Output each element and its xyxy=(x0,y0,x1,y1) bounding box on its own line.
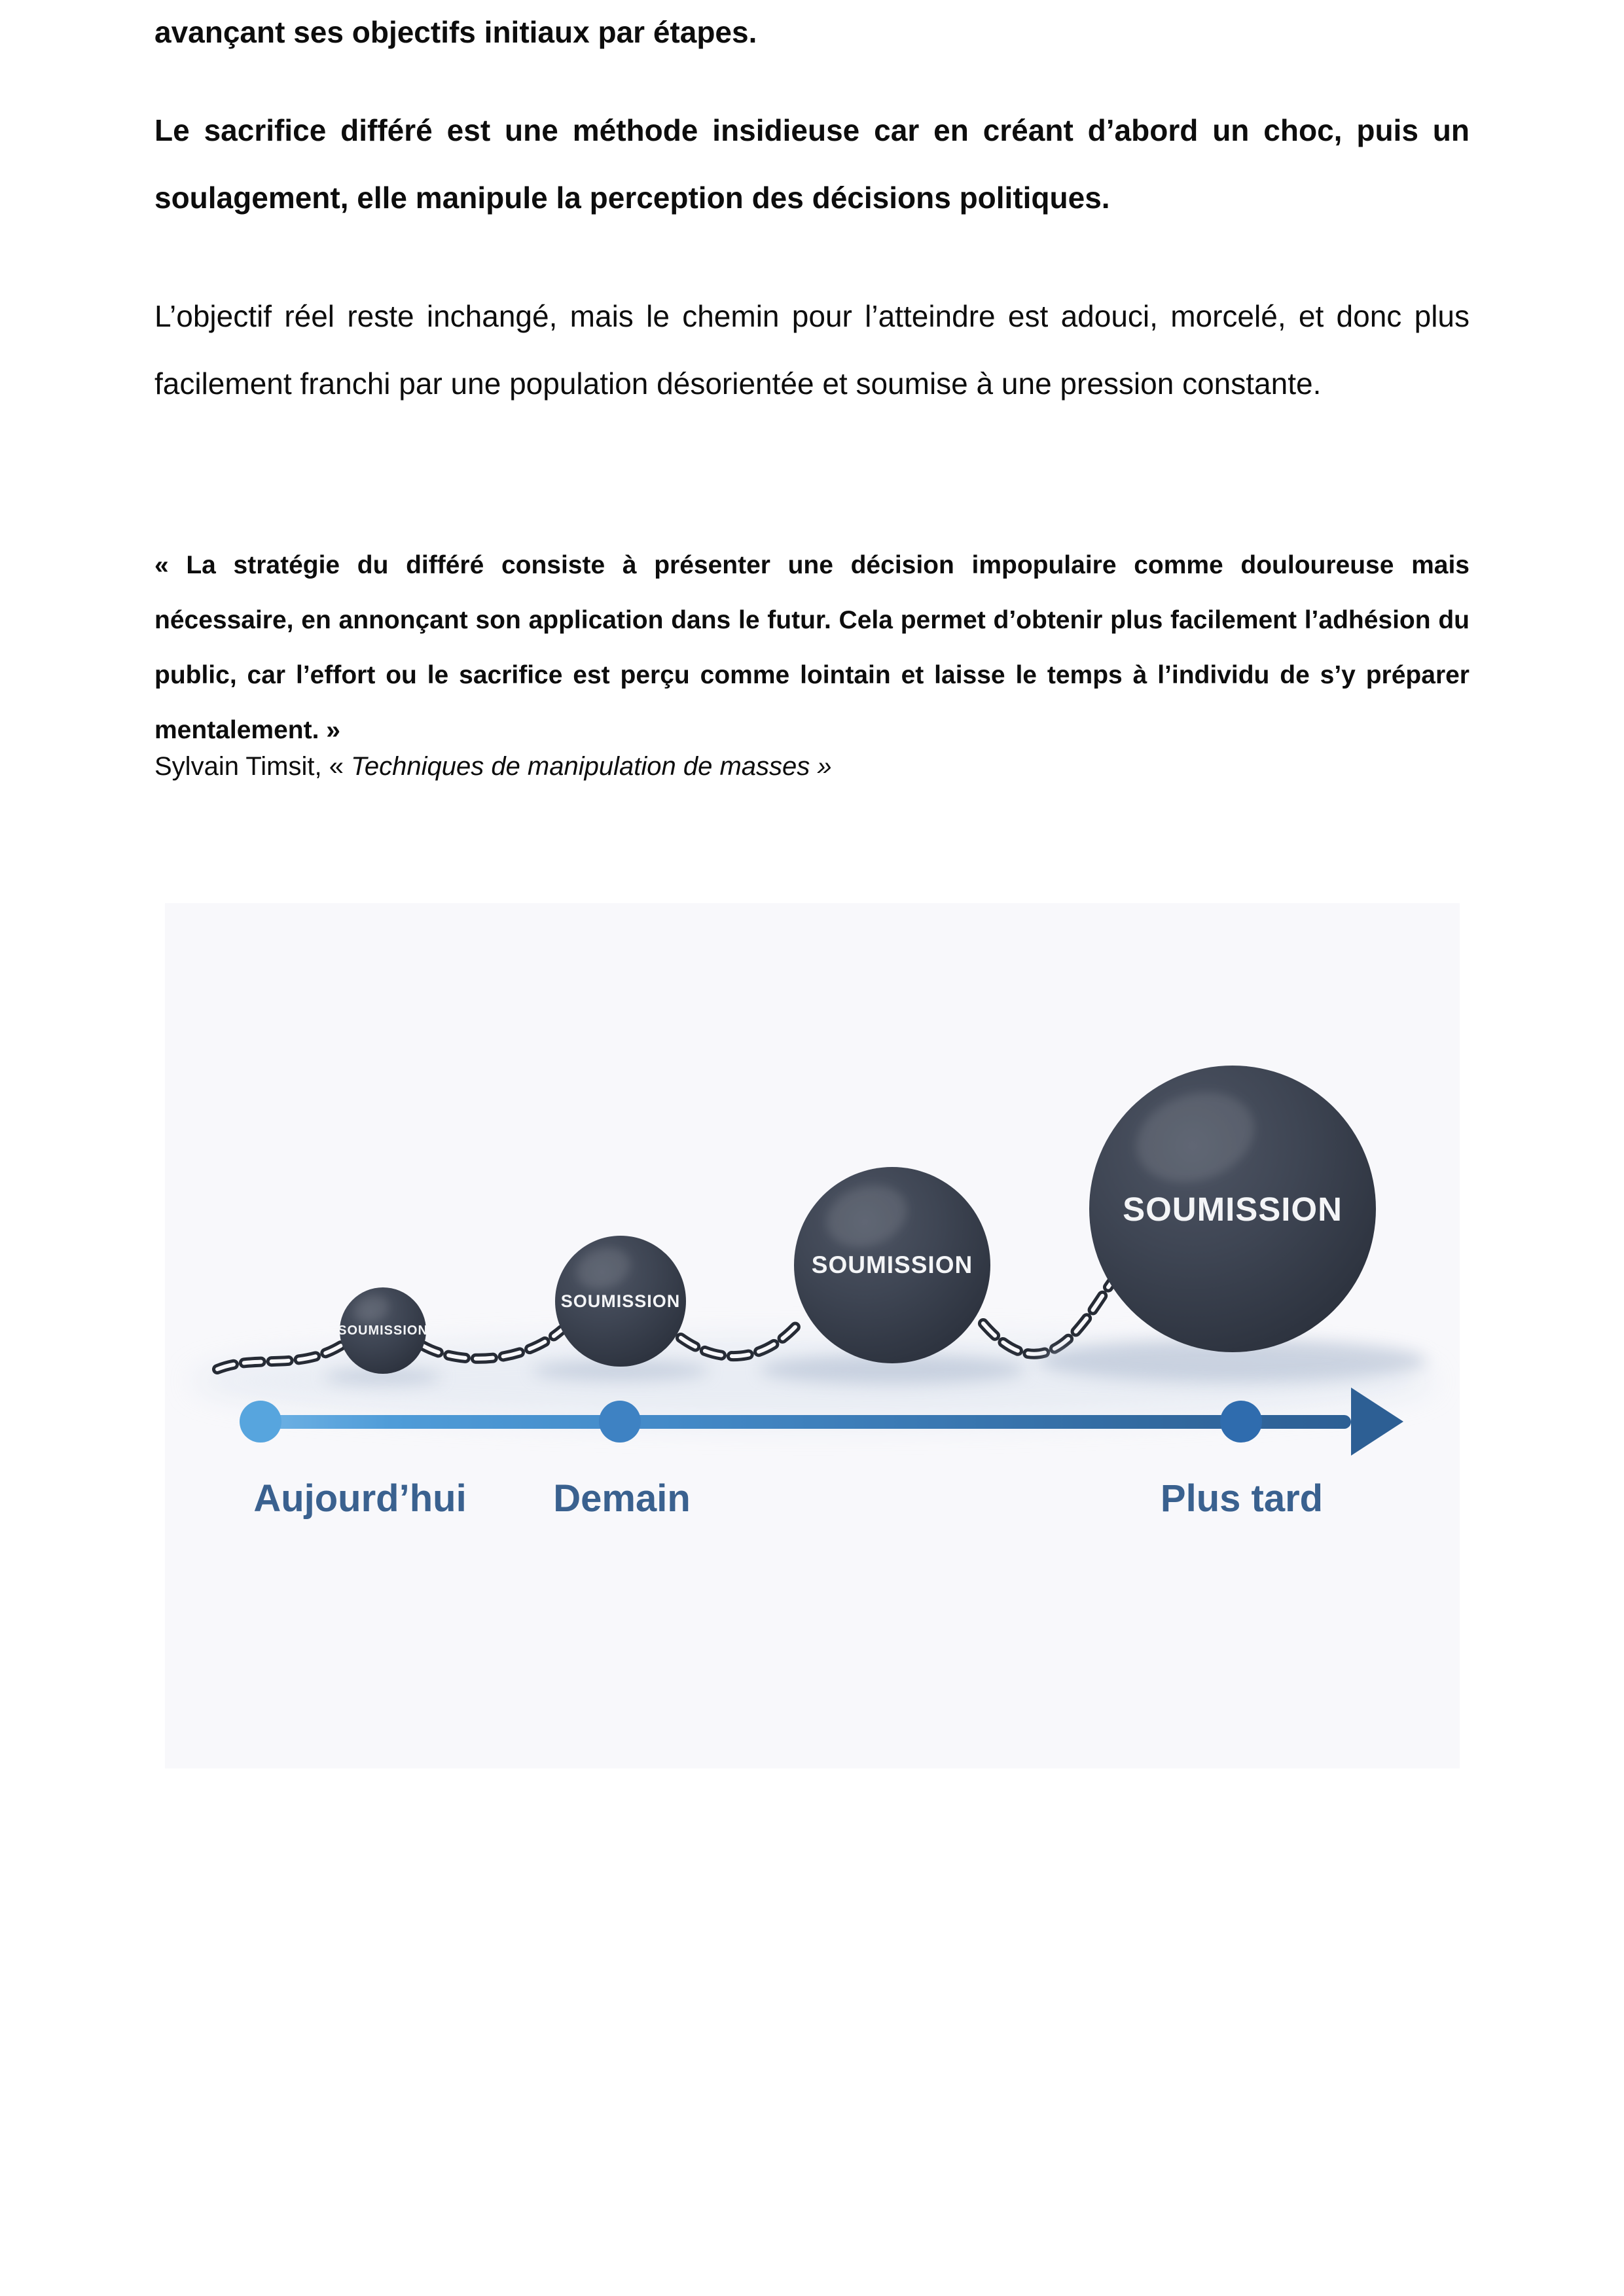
soumission-ball xyxy=(794,1167,990,1363)
illustration-soumission xyxy=(165,903,1460,1768)
timeline-axis xyxy=(261,1415,1351,1429)
paragraph-lead: Le sacrifice différé est une méthode insidieuse car en créant d’abord un choc, puis un soulagement, elle manipule la perception des décisions politiques. xyxy=(154,113,1470,215)
ball-highlight xyxy=(818,1175,915,1257)
soumission-ball xyxy=(555,1236,686,1367)
attribution-closing-guillemet: » xyxy=(810,752,832,781)
timeline-arrow-icon xyxy=(1351,1388,1403,1456)
soumission-ball-label: SOUMISSION xyxy=(811,1251,973,1278)
attribution-author: Sylvain Timsit, « xyxy=(154,752,352,781)
timeline-dot xyxy=(1220,1401,1262,1443)
timeline-label: Demain xyxy=(553,1477,691,1520)
timeline-dot xyxy=(599,1401,641,1443)
quote-block: « La stratégie du différé consiste à présenter une décision impopulaire comme douloureuse mais nécessaire, en annonçant son application dans le futur. Cela permet d’obtenir plus facilement l’adhésion du public, car l’effort ou le sacrifice est perçu comme lointain et laisse le temps à l’individu de s’y préparer mentalement. » xyxy=(154,551,1470,744)
soumission-ball-label: SOUMISSION xyxy=(338,1323,428,1338)
paragraph-body: L’objectif réel reste inchangé, mais le chemin pour l’atteindre est adouci, morcelé, et donc plus facilement franchi par une population désorientée et soumise à une pression constante. xyxy=(154,299,1470,401)
ball-highlight xyxy=(350,1291,393,1327)
soumission-ball-label: SOUMISSION xyxy=(560,1291,681,1311)
timeline-label: Aujourd’hui xyxy=(253,1477,467,1520)
paragraph-continuation: avançant ses objectifs initiaux par étapes. xyxy=(154,15,757,49)
quote-attribution xyxy=(154,750,1470,783)
soumission-ball-label: SOUMISSION xyxy=(1123,1190,1343,1228)
timeline-dot xyxy=(240,1401,281,1443)
soumission-ball xyxy=(1089,1066,1376,1352)
ball-highlight xyxy=(571,1241,636,1295)
soumission-ball xyxy=(340,1287,426,1374)
timeline-label: Plus tard xyxy=(1160,1477,1324,1520)
ball-highlight xyxy=(1125,1078,1266,1197)
attribution-work-title: Techniques de manipulation de masses xyxy=(351,752,810,781)
